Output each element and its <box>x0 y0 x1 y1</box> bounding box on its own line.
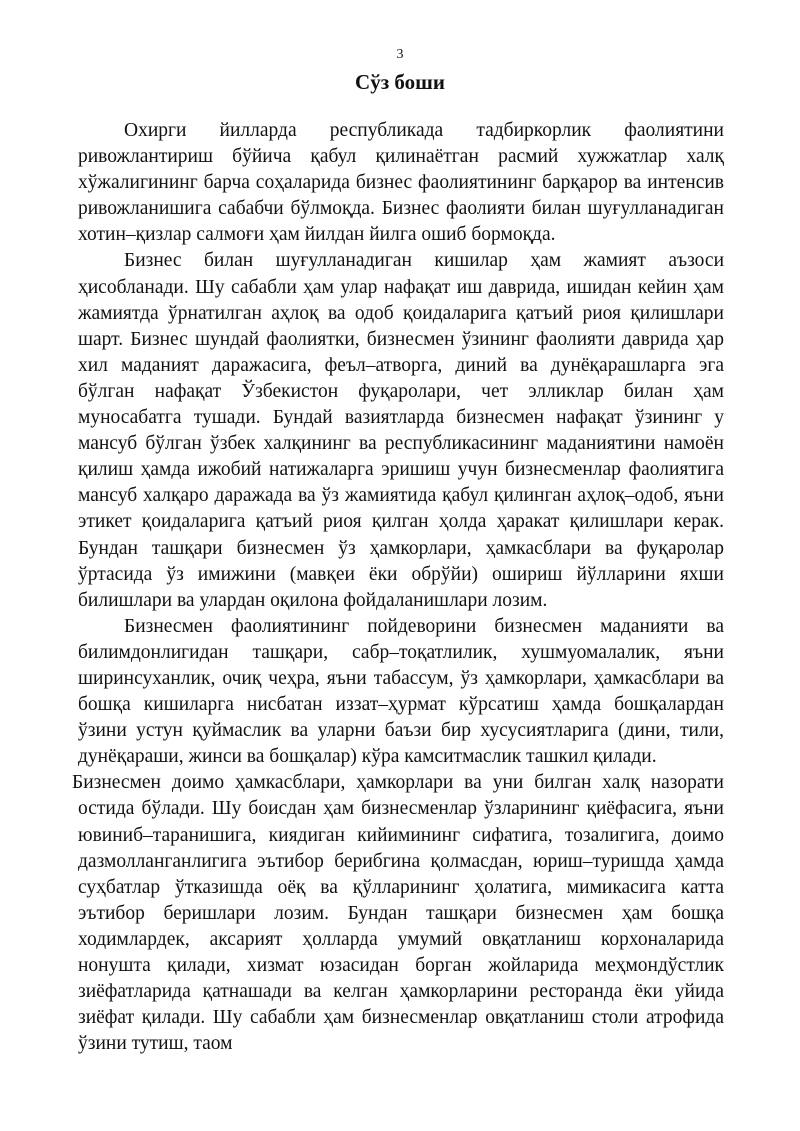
paragraph-3: Бизнесмен фаолиятининг пойдеворини бизнесмен маданияти ва билимдонлигидан ташқари, сабр–тоқатлилик, хушмуомалалик, яъни ширинсуханлик, очиқ чеҳра, яъни табассум, ўз ҳамкорлари, ҳамкасблари ва бошқа кишиларга нисбатан иззат–ҳурмат кўрсатиш ҳамда бошқалардан ўзини устун қуймаслик ва уларни баъзи бир хусусиятларига (дини, тили, дунёқараши, жинси ва бошқалар) кўра камситмаслик ташкил қилади. <box>78 615 724 768</box>
paragraph-1: Охирги йилларда республикада тадбиркорлик фаолиятини ривожлантириш бўйича қабул қилинаётган расмий хужжатлар халқ хўжалигининг барча соҳаларида бизнес фаолиятининг барқарор ва интенсив ривожланишига сабабчи бўлмоқда. Бизнес фаолияти билан шуғулланадиган хотин–қизлар салмоғи ҳам йилдан йилга ошиб бормоқда. <box>78 120 724 246</box>
page-title: Сўз боши <box>355 70 445 94</box>
paragraph-4: Бизнесмен доимо ҳамкасблари, ҳамкорлари ва уни билган халқ назорати остида бўлади. Шу боисдан ҳам бизнесменлар ўзларининг қиёфасига, яъни ювиниб–таранишига, киядиган кийимининг сифатига, тозалигига, доимо дазмолланганлигига эътибор берибгина қолмасдан, юриш–туришда ҳамда суҳбатлар ўтказишда оёқ ва қўлларининг ҳолатига, мимикасига катта эътибор беришлари лозим. Бундан ташқари бизнесмен ҳам бошқа ходимлардек, аксарият ҳолларда умумий овқатланиш корхоналарида нонушта қилади, хизмат юзасидан борган жойларида меҳмондўстлик зиёфатларида қатнашади ва келган ҳамкорларини ресторанда ёки уйида зиёфат қилади. Шу сабабли ҳам бизнесменлар овқатланиш столи атрофида ўзини тутиш, таом <box>72 772 724 1055</box>
page-number: 3 <box>396 47 404 62</box>
document-body <box>72 118 724 1057</box>
paragraph-2: Бизнес билан шуғулланадиган кишилар ҳам жамият аъзоси ҳисобланади. Шу сабабли ҳам улар нафақат иш даврида, ишидан кейин ҳам жамиятда ўрнатилган аҳлоқ ва одоб қоидаларига қатъий риоя қилишлари шарт. Бизнес шундай фаолиятки, бизнесмен ўзининг фаолияти даврида ҳар хил маданият даражасига, феъл–атворга, диний ва дунёқарашларга эга бўлган нафақат Ўзбекистон фуқаролари, чет элликлар билан ҳам муносабатга тушади. Бундай вазиятларда бизнесмен нафақат ўзининг у мансуб бўлган ўзбек халқининг ва республикасининг маданиятини намоён қилиш ҳамда ижобий натижаларга эришиш учун бизнесменлар фаолиятига мансуб халқаро даражада ва ўз жамиятида қабул қилинган аҳлоқ–одоб, яъни этикет қоидаларига қатъий риоя қилган ҳолда ҳаракат қилишлари керак. Бундан ташқари бизнесмен ўз ҳамкорлари, ҳамкасблари ва фуқаролар ўртасида ўз имижини (мавқеи ёки обрўйи) ошириш йўлларини яхши билишлари ва улардан оқилона фойдаланишлари лозим. <box>78 250 724 611</box>
